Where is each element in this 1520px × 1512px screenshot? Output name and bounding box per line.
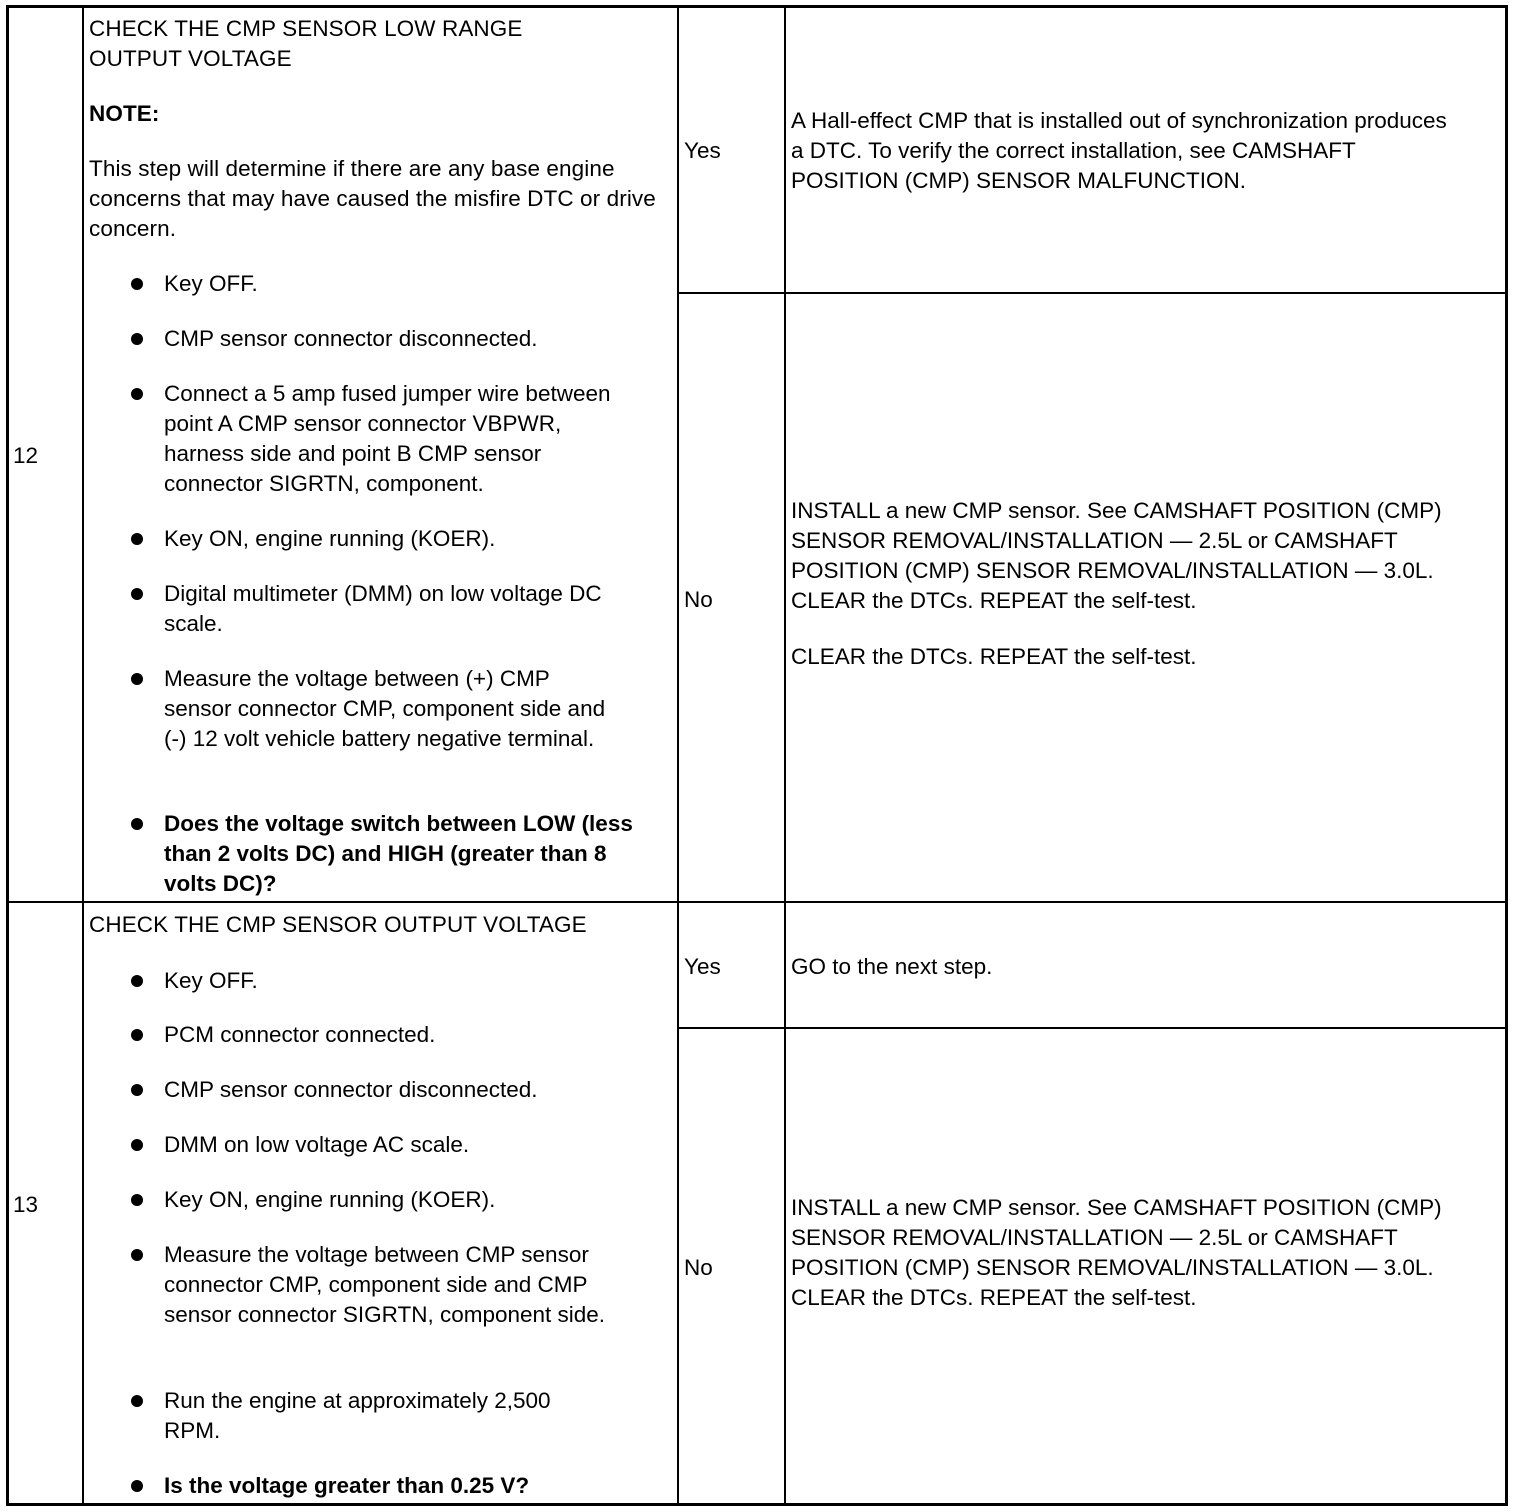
bullet-dot-icon	[131, 278, 143, 290]
step-number: 12	[13, 443, 39, 468]
row-divider-step13-yes-no	[677, 1027, 1508, 1029]
bullet-text: PCM connector connected.	[164, 1022, 436, 1047]
column-divider-answer	[784, 5, 786, 1506]
bullet-dot-icon	[131, 1395, 143, 1407]
bullet-dot-icon	[131, 673, 143, 685]
yes-label: Yes	[684, 138, 721, 163]
step-title-line: OUTPUT VOLTAGE	[89, 46, 292, 71]
table-border-left	[6, 5, 9, 1506]
bullet-text: Key OFF.	[164, 271, 258, 296]
list-item-question	[164, 809, 654, 899]
list-item	[164, 524, 684, 554]
no-result-paragraph: INSTALL a new CMP sensor. See CAMSHAFT POSITION (CMP) SENSOR REMOVAL/INSTALLATION — 2.5L or CAMSHAFT POSITION (CMP) SENSOR REMOVAL/INSTALLATION — 3.0L. CLEAR the DTCs. REPEAT the self-test.	[791, 1195, 1442, 1310]
bullet-dot-icon	[131, 1194, 143, 1206]
row-divider-step12-13	[6, 901, 1508, 903]
bullet-text: Does the voltage switch between LOW (less than 2 volts DC) and HIGH (greater than 8 volts DC)?	[164, 811, 633, 896]
row-divider-step12-yes-no	[677, 292, 1508, 294]
table-border-right	[1505, 5, 1508, 1506]
bullet-dot-icon	[131, 588, 143, 600]
bullet-text: Connect a 5 amp fused jumper wire between point A CMP sensor connector VBPWR, harness side and point B CMP sensor connector SIGRTN, component.	[164, 381, 611, 496]
yes-label: Yes	[684, 954, 721, 979]
bullet-text: Run the engine at approximately 2,500 RPM.	[164, 1388, 551, 1443]
step-title	[89, 14, 669, 74]
bullet-text: CMP sensor connector disconnected.	[164, 1077, 538, 1102]
no-label: No	[684, 1255, 713, 1280]
list-item	[164, 1130, 684, 1160]
list-item	[164, 1240, 646, 1330]
list-item	[164, 664, 614, 754]
column-divider-action	[677, 5, 679, 1506]
bullet-text: Measure the voltage between (+) CMP sensor connector CMP, component side and (-) 12 volt vehicle battery negative terminal.	[164, 666, 606, 751]
bullet-text: DMM on low voltage AC scale.	[164, 1132, 470, 1157]
no-label: No	[684, 587, 713, 612]
list-item	[164, 1386, 604, 1446]
note-text: This step will determine if there are any base engine concerns that may have caused the misfire DTC or drive concern.	[89, 156, 656, 241]
yes-result: GO to the next step.	[791, 954, 993, 979]
list-item	[164, 379, 614, 499]
bullet-text: CMP sensor connector disconnected.	[164, 326, 538, 351]
list-item	[164, 324, 684, 354]
bullet-dot-icon	[131, 1029, 143, 1041]
bullet-dot-icon	[131, 818, 143, 830]
bullet-dot-icon	[131, 333, 143, 345]
bullet-dot-icon	[131, 388, 143, 400]
no-result	[791, 1193, 1463, 1313]
bullet-text: Key OFF.	[164, 968, 258, 993]
no-result-paragraph: CLEAR the DTCs. REPEAT the self-test.	[791, 644, 1197, 669]
bullet-text: Is the voltage greater than 0.25 V?	[164, 1473, 530, 1498]
list-item	[164, 1185, 684, 1215]
no-result-paragraph: INSTALL a new CMP sensor. See CAMSHAFT POSITION (CMP) SENSOR REMOVAL/INSTALLATION — 2.5L or CAMSHAFT POSITION (CMP) SENSOR REMOVAL/INSTALLATION — 3.0L. CLEAR the DTCs. REPEAT the self-test.	[791, 498, 1442, 613]
bullet-text: Measure the voltage between CMP sensor connector CMP, component side and CMP sensor connector SIGRTN, component side.	[164, 1242, 606, 1327]
bullet-dot-icon	[131, 533, 143, 545]
bullet-dot-icon	[131, 1084, 143, 1096]
bullet-text: Digital multimeter (DMM) on low voltage DC scale.	[164, 581, 602, 636]
yes-result: A Hall-effect CMP that is installed out of synchronization produces a DTC. To verify the correct installation, see CAMSHAFT POSITION (CMP) SENSOR MALFUNCTION.	[791, 108, 1447, 193]
list-item	[164, 966, 684, 996]
note-label: NOTE:	[89, 101, 160, 126]
no-result	[791, 496, 1463, 672]
bullet-dot-icon	[131, 1480, 143, 1492]
step-number: 13	[13, 1192, 39, 1217]
table-border-top	[6, 5, 1508, 8]
table-border-bottom	[6, 1503, 1508, 1506]
column-divider-step	[82, 5, 84, 1506]
bullet-text: Key ON, engine running (KOER).	[164, 526, 496, 551]
list-item	[164, 269, 684, 299]
bullet-dot-icon	[131, 1249, 143, 1261]
bullet-text: Key ON, engine running (KOER).	[164, 1187, 496, 1212]
bullet-dot-icon	[131, 975, 143, 987]
step-title-line: CHECK THE CMP SENSOR LOW RANGE	[89, 16, 523, 41]
step-title: CHECK THE CMP SENSOR OUTPUT VOLTAGE	[89, 912, 587, 937]
list-item	[164, 1075, 684, 1105]
bullet-dot-icon	[131, 1139, 143, 1151]
list-item	[164, 1020, 684, 1050]
list-item-question	[164, 1471, 664, 1501]
list-item	[164, 579, 614, 639]
